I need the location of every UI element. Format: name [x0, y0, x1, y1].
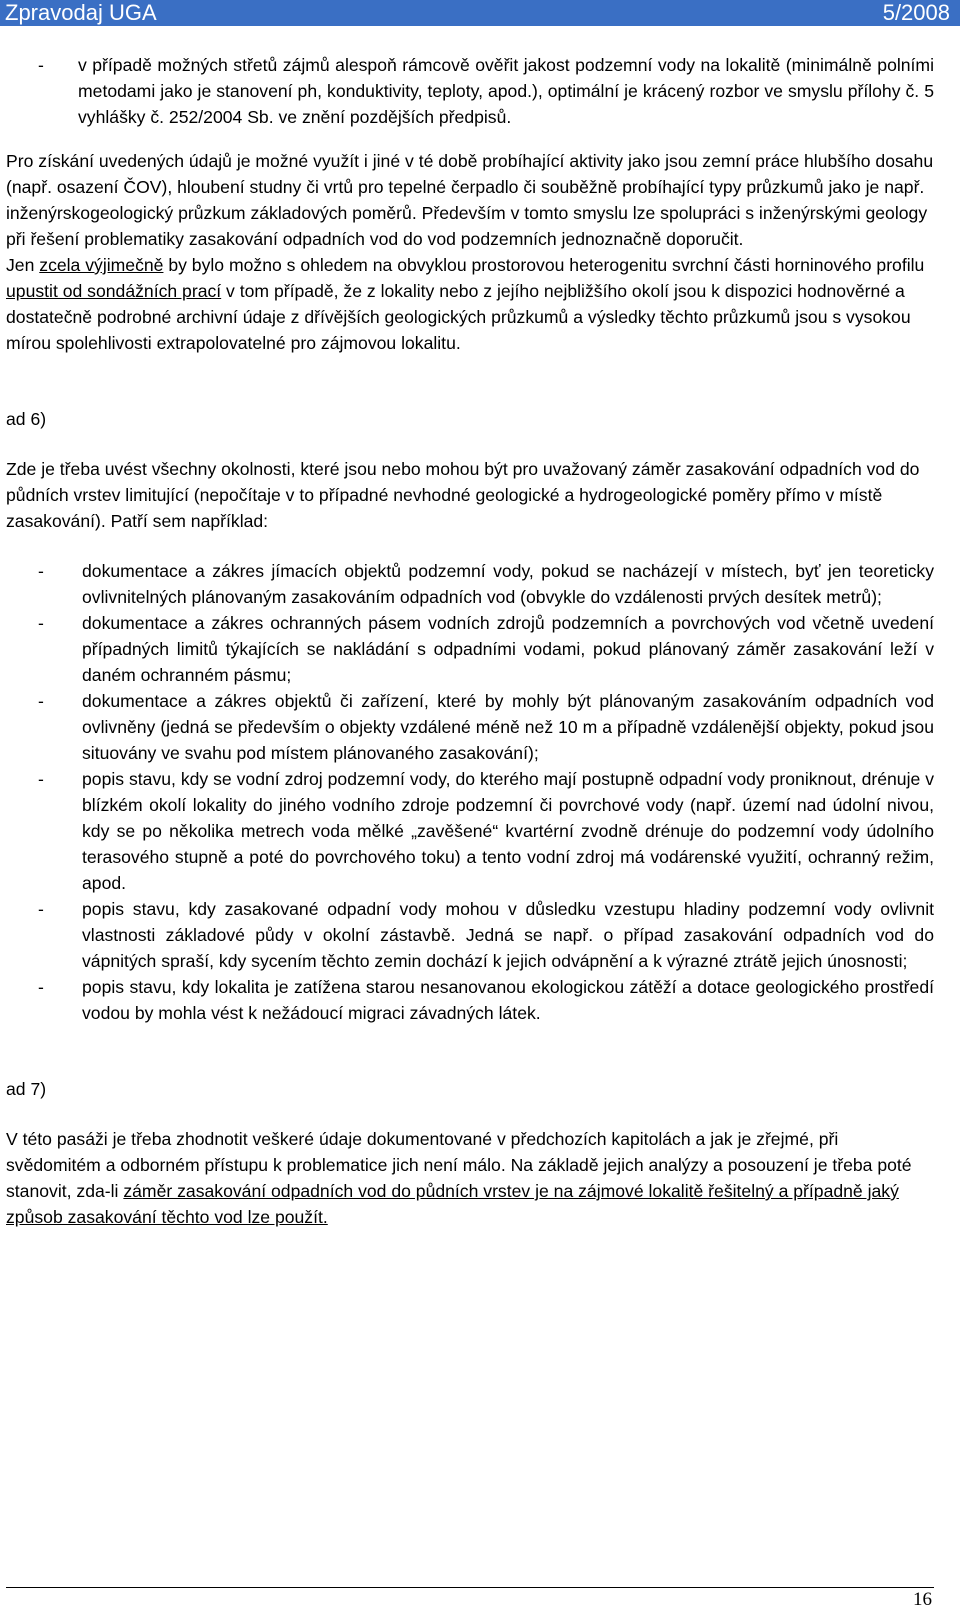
paragraph-exception: Jen zcela výjimečně by bylo možno s ohledem na obvyklou prostorovou heterogenitu svrchní části horninového profilu upustit od sondážních prací v tom případě, že z lokality nebo z jejího nejbližšího okolí jsou k dispozici hodnověrné a dostatečně podrobné archivní údaje z dřívějších geologických průzkumů a výsledky těchto průzkumů jsou s vysokou mírou spolehlivosti extrapolovatelné pro zájmovou lokalitu. — [6, 255, 925, 353]
list-item: - popis stavu, kdy zasakované odpadní vody mohou v důsledku vzestupu hladiny podzemní vody ovlivnit vlastnosti základové půdy v okolní zástavbě. Jedná se např. o případ zasakování odpadních vod do vápnitých spraší, kdy sycením těchto zemin dochází k jejich odvápnění a k výrazné ztrátě jejich únosnosti; — [38, 899, 934, 971]
page-number: 16 — [913, 1589, 932, 1610]
page-header — [0, 0, 960, 26]
list-item: - dokumentace a zákres jímacích objektů podzemní vody, pokud se nacházejí v místech, byť jen teoreticky ovlivnitelných plánovaným zasakováním odpadních vod (obvykle do vzdálenosti prvých desítek metrů); — [38, 561, 934, 607]
issue-number: 5/2008 — [882, 0, 950, 25]
list-item: - popis stavu, kdy lokalita je zatížena starou nesanovanou ekologickou zátěží a dotace geologického prostředí vodou by mohla vést k nežádoucí migraci závadných látek. — [38, 977, 934, 1023]
intro-list — [6, 52, 934, 130]
list-item: - popis stavu, kdy se vodní zdroj podzemní vody, do kterého mají postupně odpadní vody proniknout, drénuje v blízkém okolí lokality do jiného vodního zdroje podzemní či povrchové vody (např. území nad údolní nivou, kdy se po několika metrech voda mělké „zavěšené“ kvartérní zvodně drénuje do podzemní vody údolního terasového stupně a poté do povrchového toku) a tento vodní zdroj má vodárenské využití, ochranný režim, apod. — [38, 769, 934, 893]
list-item: - v případě možných střetů zájmů alespoň rámcově ověřit jakost podzemní vody na lokalitě (minimálně polními metodami jako je stanovení ph, konduktivity, teploty, apod.), optimální je krácený rozbor ve smyslu přílohy č. 5 vyhlášky č. 252/2004 Sb. ve znění pozdějších předpisů. — [38, 55, 934, 127]
section-heading-ad6: ad 6) — [6, 409, 47, 429]
section-heading-ad7: ad 7) — [6, 1079, 47, 1099]
paragraph-ad6-intro: Zde je třeba uvést všechny okolnosti, které jsou nebo mohou být pro uvažovaný záměr zasakování odpadních vod do půdních vrstev limitující (nepočítaje v to případné nevhodné geologické a hydrogeologické poměry přímo v místě zasakování). Patří sem například: — [6, 459, 920, 531]
document-body — [6, 52, 934, 1230]
ad6-list — [6, 558, 934, 1026]
footer-divider — [6, 1587, 934, 1588]
list-item: - dokumentace a zákres ochranných pásem vodních zdrojů podzemních a povrchových vod včetně uvedení případných limitů týkajících se nakládání s odpadními vodami, pokud plánovaný záměr zasakování leží v daném ochranném pásmu; — [38, 613, 934, 685]
paragraph-ad7: V této pasáži je třeba zhodnotit veškeré údaje dokumentované v předchozích kapitolách a jak je zřejmé, při svědomitém a odborném přístupu k problematice jich není málo. Na základě jejich analýzy a posouzení je třeba poté stanovit, zda-li záměr zasakování odpadních vod do půdních vrstev je na zájmové lokalitě řešitelný a případně jaký způsob zasakování těchto vod lze použít. — [6, 1129, 912, 1227]
newsletter-title: Zpravodaj UGA — [5, 0, 157, 25]
paragraph-data-sources: Pro získání uvedených údajů je možné využít i jiné v té době probíhající aktivity jako jsou zemní práce hlubšího dosahu (např. osazení ČOV), hloubení studny či vrtů pro tepelné čerpadlo či souběžně probíhající typy průzkumů jako je např. inženýrskogeologický průzkum základových poměrů. Především v tomto smyslu lze spolupráci s inženýrskými geology při řešení problematiky zasakování odpadních vod do vod podzemních jednoznačně doporučit. — [6, 151, 934, 249]
list-item: - dokumentace a zákres objektů či zařízení, které by mohly být plánovaným zasakováním odpadních vod ovlivněny (jedná se především o objekty vzdálené méně než 10 m a případně vzdálenější objekty, pokud jsou situovány ve svahu pod místem plánovaného zasakování); — [38, 691, 934, 763]
